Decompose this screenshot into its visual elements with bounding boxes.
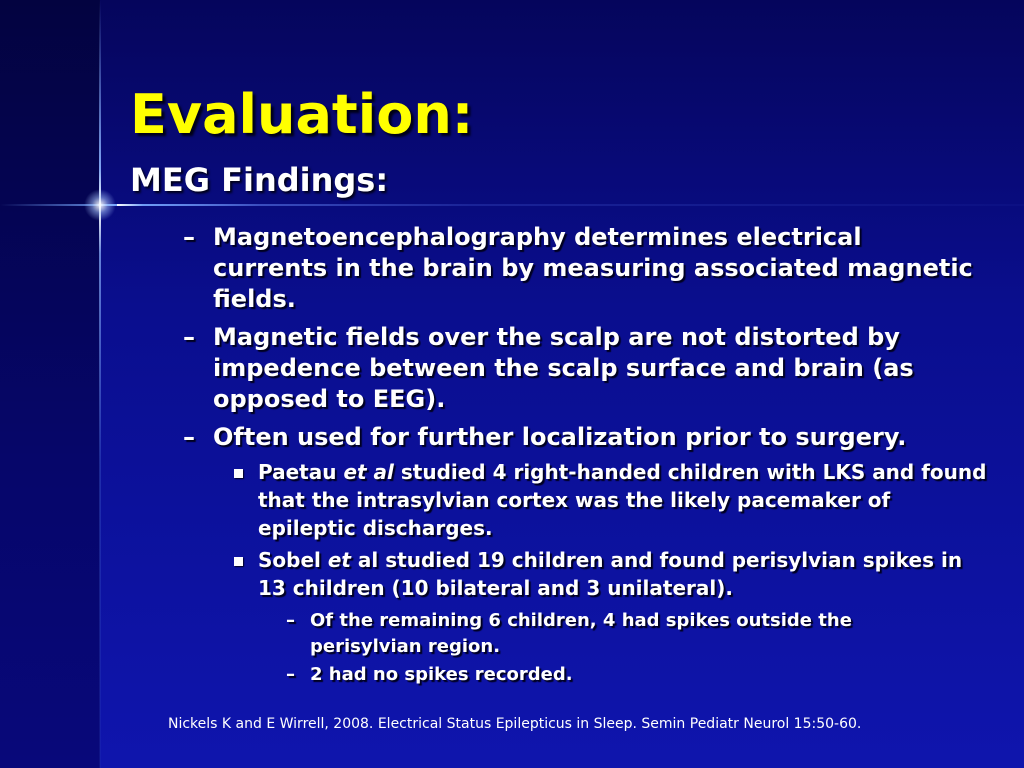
dash-icon: – xyxy=(286,610,295,631)
list-item xyxy=(183,422,973,453)
list-item xyxy=(183,322,973,415)
bullet-text-before: Paetau xyxy=(258,460,344,484)
bullet-text: Often used for further localization prior to surgery. xyxy=(213,423,907,451)
square-bullet-icon xyxy=(234,557,243,566)
bullet-text-italic: et al xyxy=(343,460,394,484)
dash-icon: – xyxy=(286,664,295,685)
slide-title: Evaluation: xyxy=(130,83,474,146)
left-band xyxy=(0,0,100,768)
bullet-text-italic: et xyxy=(327,548,351,572)
bullet-text-before: Sobel xyxy=(258,548,328,572)
dash-icon: – xyxy=(183,423,195,451)
light-flare-horizontal xyxy=(0,204,260,206)
bullet-text: Of the remaining 6 children, 4 had spikes outside the perisylvian region. xyxy=(310,610,852,657)
bullet-text-after: studied 4 right-handed children with LKS and found that the intrasylvian cortex was the likely pacemaker of epileptic discharges. xyxy=(258,460,987,540)
dash-icon: – xyxy=(183,223,195,251)
bullet-text: Magnetic fields over the scalp are not distorted by impedence between the scalp surface and brain (as opposed to EEG). xyxy=(213,323,914,413)
list-item xyxy=(286,662,960,688)
light-flare-icon xyxy=(84,189,116,221)
list-item xyxy=(258,546,988,602)
slide-subtitle: MEG Findings: xyxy=(130,161,389,199)
dash-icon: – xyxy=(183,323,195,351)
bullet-text: 2 had no spikes recorded. xyxy=(310,664,573,685)
list-item xyxy=(258,458,988,542)
citation-footnote: Nickels K and E Wirrell, 2008. Electrical Status Epilepticus in Sleep. Semin Pediatr Neurol 15:50-60. xyxy=(168,716,862,732)
light-flare-vertical xyxy=(99,0,101,768)
square-bullet-icon xyxy=(234,469,243,478)
bullet-text: Magnetoencephalography determines electrical currents in the brain by measuring associated magnetic fields. xyxy=(213,223,973,313)
list-item xyxy=(183,222,973,315)
list-item xyxy=(286,608,960,660)
bullet-text-after: al studied 19 children and found perisylvian spikes in 13 children (10 bilateral and 3 unilateral). xyxy=(258,548,963,600)
